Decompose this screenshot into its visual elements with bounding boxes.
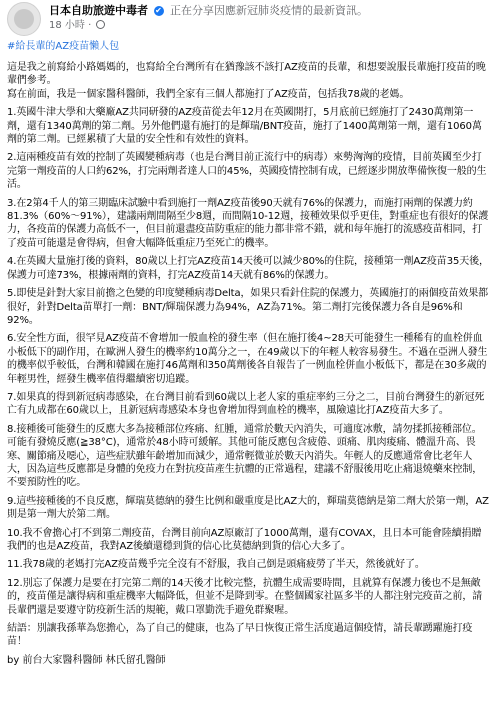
post-paragraph: 1.英國牛津大學和大藥廠AZ共同研發的AZ疫苗從去年12月在英國開打，5月底前已經施打了2430萬劑第一劑，還有1340萬劑的第二劑。另外他們還有施打的是輝瑞/BNT疫苗，施打了1400萬劑第一劑，還有1060萬劑的第二劑。已經累積了大量的安全性和有效性的資料。 (7, 107, 482, 146)
post-paragraph: 11.我78歲的老媽打完AZ疫苗幾乎完全沒有不舒服，我自己倒是頭痛疲勞了半天，然後就好了。 (7, 559, 425, 571)
post-paragraph: 3.在2第4千人的第三期臨床試驗中看到施打一劑AZ疫苗後90天就有76%的保護力，而施打兩劑的保護力約81.3%（60%～91%），建議兩劑間隔至少8週，而間隔10-12週，接種效果似乎更佳，對重症也有很好的保護力，各疫苗的保護力高低不一，但目前還盡疫苗防重症的能力都非常不錯，就和每年施打的流感疫苗相同，打了疫苗可能還是會得病，但會大幅降低重症乃至死亡的機率。 (7, 197, 489, 249)
post-paragraph: 這是我之前寫給小路媽媽的，也寫給全台灣所有在猶豫該不該打AZ疫苗的長輩，和想要說服長輩施打疫苗的晚輩們參考。 寫在前面，我是一個家醫科醫師，我們全家有三個人都施打了AZ疫苗，包括我78歲的老媽。 (7, 62, 486, 100)
post-paragraph: 8.接種後可能發生的反應大多為接種部位疼痛、紅腫，通常於數天內消失，可適度冰敷，請勿揉抓接種部位。可能有發燒反應(≧38°C)，通常於48小時可緩解。其他可能反應包含疲倦、頭痛、肌肉痠痛、體溫升高、畏寒、關節痛及噁心，這些症狀雖年齡增加而減少，通常輕微並於數天內消失。年輕人的反應通常會比老年人大，因為這些反應都是身體的免疫力在對抗疫苗產生抗體的正常過程，建議不舒服後用吃止痛退燒藥來控制，不要預防性的吃。 (7, 423, 483, 489)
post-timestamp[interactable]: 18 小時 (49, 20, 85, 31)
author-line (49, 3, 488, 18)
post-paragraph: 2.這兩種疫苗有效的控制了英國變種病毒（也是台灣目前正流行中的病毒）來勢洶洶的疫情，目前英國至少打完第一劑疫苗的人口約62%，打完兩劑者達人口的45%，英國疫情控制有成，已經逐步開放準備恢復一般的生活。 (7, 152, 487, 191)
hashtag-link[interactable]: #給長輩的AZ疫苗懶人包 (7, 41, 120, 52)
post-paragraph: 6.安全性方面，很罕見AZ疫苗不會增加一般血栓的發生率（但在施打後4~28天可能發生一種稀有的血栓併血小板低下的副作用，在歐洲人發生的機率約10萬分之一，在49歲以下的年輕人較容易發生。不過在亞洲人發生的機率似乎較低，台灣和韓國在施打46萬劑和350萬劑後各自報告了一例血栓併血小板低下，都是在30多歲的年輕男性，經發生機率值得繼續密切追蹤。 (7, 333, 488, 385)
meta-separator: · (88, 20, 92, 31)
post-paragraph: 12.別忘了保護力是要在打完第二劑的14天後才比較完整，抗體生成需要時間，且就算有保護力後也不是無敵的，疫苗僅是讓得病和重症機率大幅降低，但並不是降到零。在整個國家社區多半的人都注射完疫苗之前，請長輩們還是要遵守防疫新生活的規範，戴口罩勤洗手避免群聚喔。 (7, 577, 483, 616)
avatar-image (14, 9, 34, 29)
post-paragraph: 9.這些接種後的不良反應，輝瑞莫德納的發生比例和嚴重度是比AZ大的，輝瑞莫德納是第二劑大於第一劑，AZ則是第一劑大於第二劑。 (7, 495, 489, 521)
activity-text: 正在分享因應新冠肺炎疫情的最新資訊。 (170, 4, 368, 17)
post-paragraph: 4.在英國大量施打後的資料，80歲以上打完AZ疫苗14天後可以減少80%的住院，接種第一劑AZ疫苗35天後，保護力可達73%，根據兩劑的資料，打完AZ疫苗14天就有86%的保護力。 (7, 256, 489, 281)
post-body (7, 40, 491, 667)
author-name[interactable]: 日本自助旅遊中毒者 (49, 4, 148, 17)
post-paragraph: 10.我不會擔心打不到第二劑疫苗，台灣目前向AZ原廠訂了1000萬劑，還有COVAX，且日本可能會陸續捐贈我們的也是AZ疫苗，我對AZ後續還穩到貨的信心比莫德納到貨的信心大多了。 (7, 527, 482, 552)
post-paragraph: 5.即使是針對大家目前擔之色變的印度變種病毒Delta，如果只看針住院的保護力，英國施打的兩個疫苗效果都很好，針對Delta苗單打一劑：BNT/輝瑞保護力為94%，AZ為71%。第二劑打完後保護力各自是96%和92%。 (7, 288, 489, 326)
globe-icon[interactable] (96, 20, 105, 29)
post-meta (49, 19, 105, 33)
post-paragraph: 7.如果真的得到新冠病毒感染，在台灣目前看到60歲以上老人家的重症率約三分之二，目前台灣發生的新冠死亡有九成都在60歲以上，且新冠病毒感染本身也會增加得到血栓的機率，風險遠比打AZ疫苗大多了。 (7, 391, 485, 417)
post-signature: by 前台大家醫科醫師 林氏留孔醫師 (7, 654, 166, 666)
post-paragraphs (7, 61, 491, 649)
verified-icon: ✔ (155, 6, 162, 15)
post-header (7, 2, 488, 36)
page-avatar[interactable] (7, 2, 41, 36)
post-paragraph: 結語：別讓我孫華為您擔心，為了自己的健康，也為了早日恢復正常生活度過這個疫情，請長輩踴躍施打疫苗！ (7, 623, 473, 648)
